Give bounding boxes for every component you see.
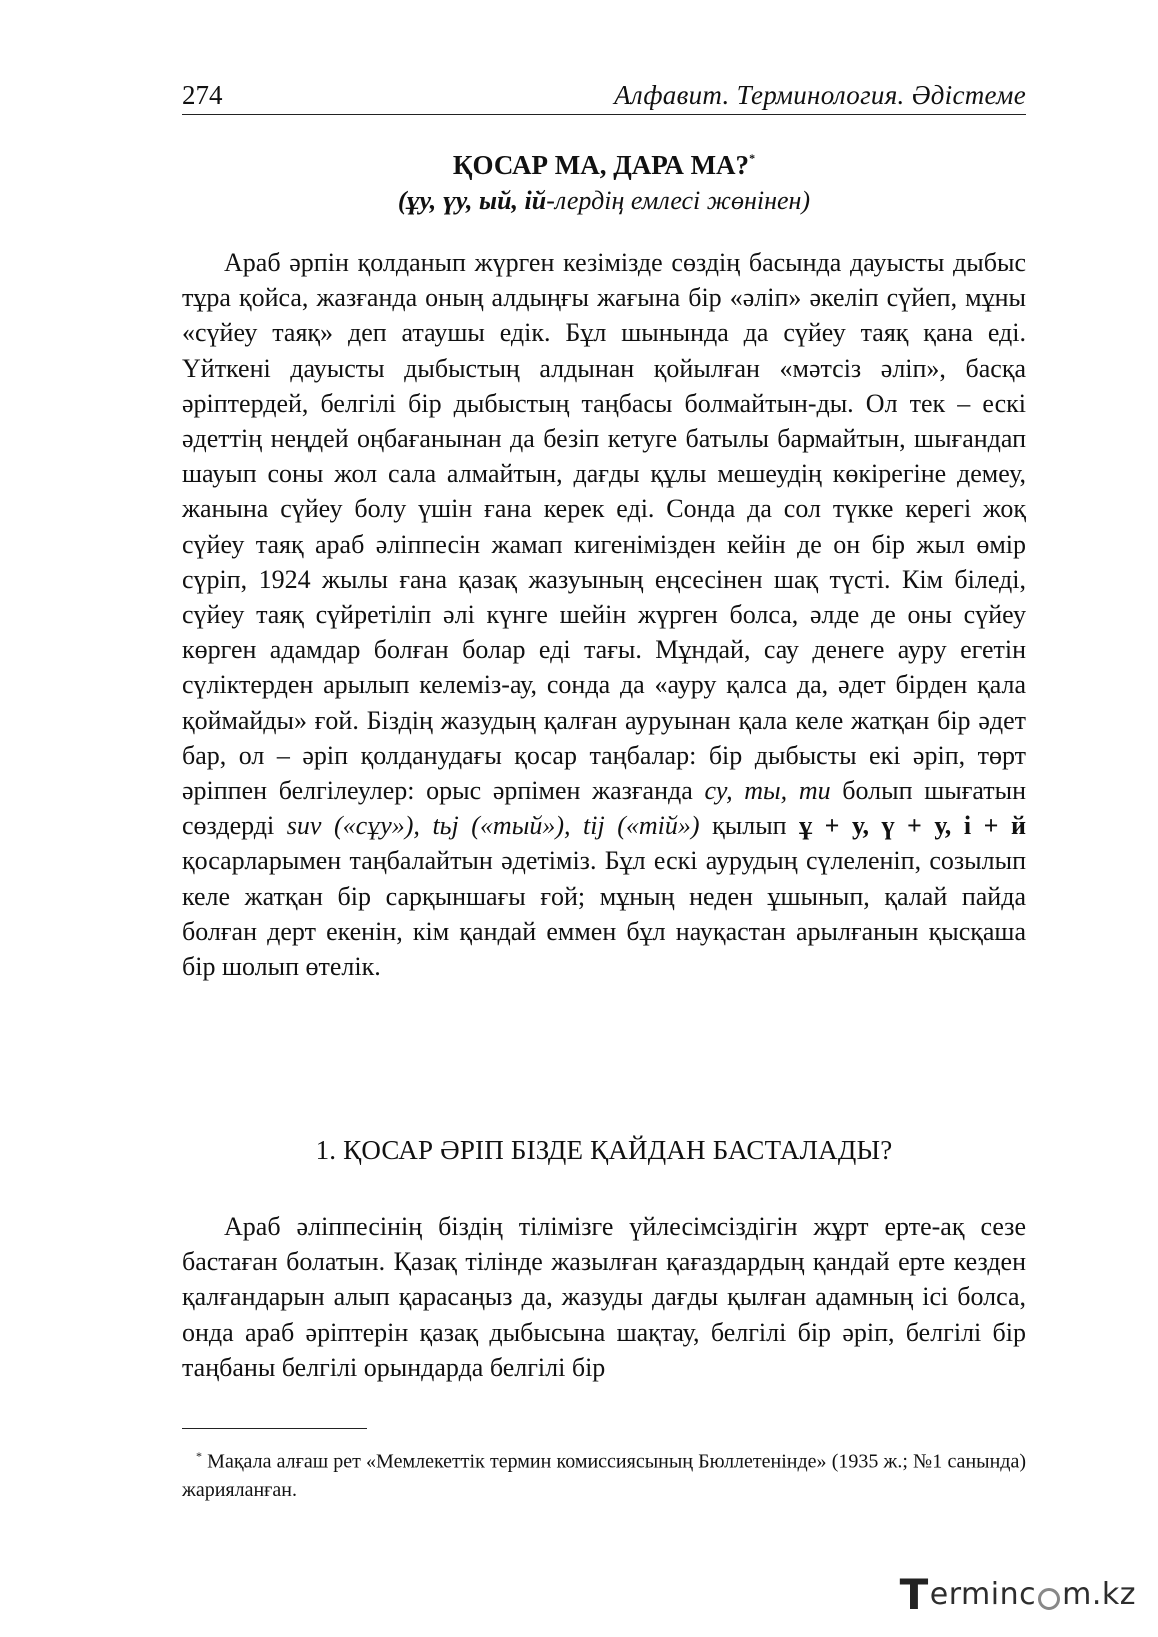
footnote-text: Мақала алғаш рет «Мемлекеттік термин комиссиясының Бюллетенінде» (1935 ж.; №1 санында) жарияланған.	[182, 1450, 1026, 1501]
bold-letter-pairs: ұ + у, ү + у, і + й	[799, 811, 1026, 841]
footnote-reference[interactable]: *	[749, 151, 756, 165]
article-title-text: ҚОСАР МА, ДАРА МА?	[452, 150, 750, 180]
italic-transliteration: suv («сұу»), tьj («тый»), tij («тій»)	[286, 811, 700, 841]
running-header	[182, 78, 1026, 115]
paragraph-intro	[182, 245, 1026, 984]
paragraph-text: қылып	[699, 811, 800, 841]
footnote-marker: *	[196, 1449, 202, 1463]
watermark-ring-icon	[1038, 1588, 1060, 1610]
subtitle-letters: (ұу, үу, ый, ій	[397, 186, 547, 215]
subtitle-rest: -лердің емлесі жөнінен)	[546, 186, 811, 215]
page-number: 274	[182, 80, 223, 110]
watermark-logo	[900, 1570, 1136, 1619]
watermark-domain: m.kz	[1062, 1577, 1136, 1612]
paragraph-text: Араб әрпін қолданып жүрген кезімізде сөздің басында дауысты дыбыс тұра қойса, жазғанда оның алдыңғы жағына бір «әліп» әкеліп сүйеп, мұны «сүйеу таяқ» деп атаушы едік. Бұл шынында да сүйеу таяқ қана еді. Үйткені дауысты дыбыстың алдынан қойылған «мәтсіз әліп», басқа әріптердей, белгілі бір дыбыстың таңбасы болмайтын-ды. Ол тек – ескі әдеттің неңдей оңбағанынан да безіп кетуге батылы бармайтын, шығандап шауып соны жол сала алмайтын, дағды құлы мешеудің көкірегіне демеу, жанына сүйеу болу үшін ғана керек еді. Сонда да сол түкке керегі жоқ сүйеу таяқ араб әліппесін жамап кигенімізден кейін де он бір жыл өмір сүріп, 1924 жылы ғана қазақ жазуының еңсесінен шақ түсті. Кім біледі, сүйеу таяқ сүйретіліп әлі күнге шейін жүрген болса, әлде де оны сүйеу көрген адамдар болған болар еді тағы. Мұндай, сау денеге ауру егетін сүліктерден арылып келеміз-ау, сонда да «ауру қалса да, әдет бірден қала қоймайды» ғой. Біздің жазудың қалған ауруынан қала келе жатқан бір әдет бар, ол – әріп қолданудағы қосар таңбалар: бір дыбысты екі әріп, төрт әріппен белгілеулер: орыс әрпімен жазғанда	[182, 248, 1026, 806]
paragraph-section-1: Араб әліппесінің біздің тілімізге үйлесімсіздігін жұрт ерте-ақ сезе бастаған болатын. Қазақ тілінде жазылған қағаздардың қандай ерте кезден қалғандарын алып қарасаңыз да, жазуды дағды қылған адамның ісі болса, онда араб әріптерін қазақ дыбысына шақтау, белгілі бір әріп, белгілі бір таңбаны белгілі орындарда белгілі бір	[182, 1212, 1026, 1382]
running-title: Алфавит. Терминология. Әдістеме	[614, 80, 1026, 110]
footnote	[182, 1442, 1026, 1504]
section-heading-1: 1. ҚОСАР ӘРІП БІЗДЕ ҚАЙДАН БАСТАЛАДЫ?	[315, 1135, 893, 1165]
italic-examples: су, ты, ти	[704, 776, 831, 806]
paragraph-text: болып шығатын сөздерді	[182, 776, 1026, 841]
paragraph-text: қосарларымен таңбалайтын әдетіміз. Бұл ескі аурудың сүлеленіп, созылып келе жатқан бір сарқыншағы ғой; мұның неден ұшынып, қалай пайда болған дерт екенін, кім қандай еммен бұл науқастан арылғанын қысқаша бір шолып өтелік.	[182, 846, 1026, 982]
watermark-text: erminc	[929, 1577, 1037, 1612]
article-title	[182, 140, 1026, 183]
article-subtitle	[182, 183, 1026, 219]
watermark-initial: T	[899, 1570, 929, 1619]
footnote-divider	[182, 1428, 367, 1429]
article-title-block	[182, 140, 1026, 219]
